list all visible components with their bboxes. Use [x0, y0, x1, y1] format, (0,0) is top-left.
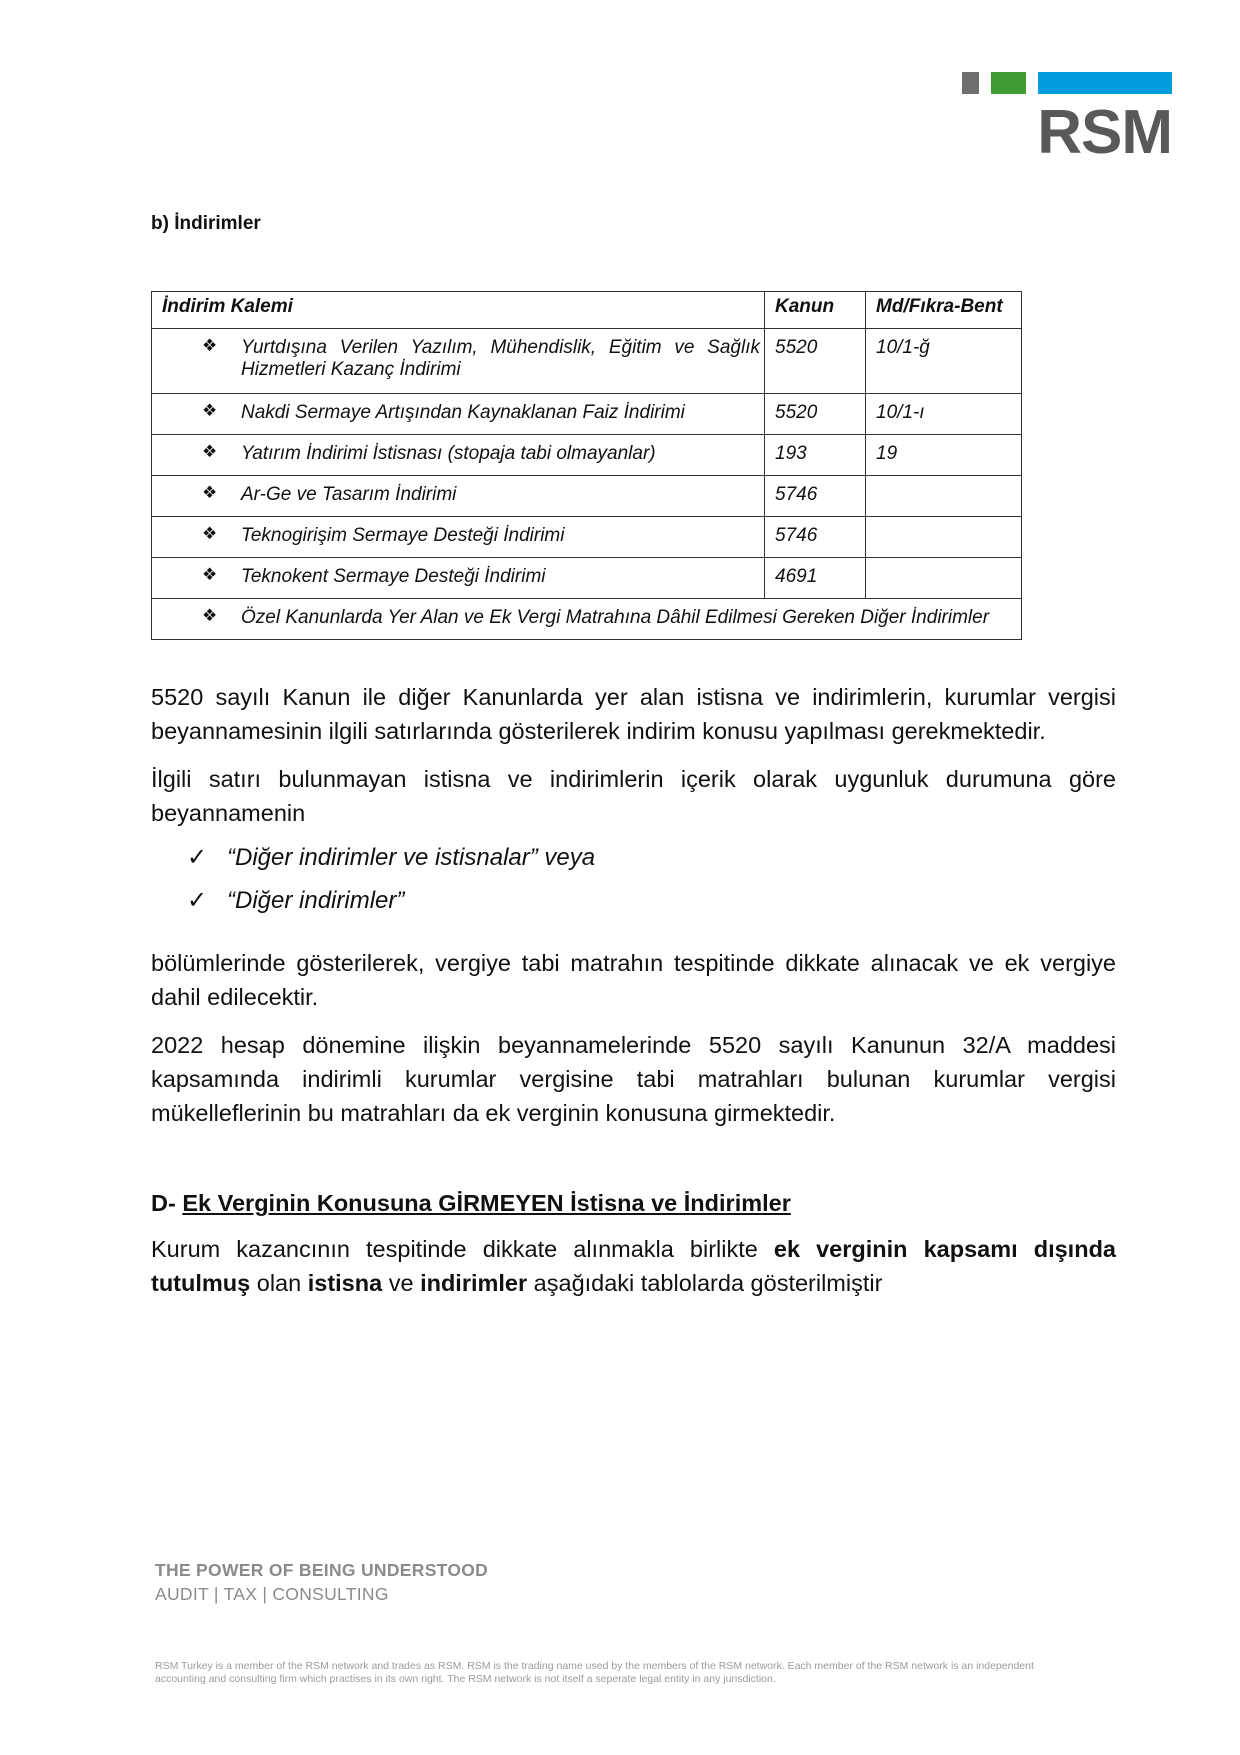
cell-madde — [866, 517, 1022, 558]
checklist-item — [187, 886, 404, 915]
logo-text: RSM — [1037, 98, 1172, 167]
p5-text: aşağıdaki tablolarda gösterilmiştir — [527, 1270, 883, 1296]
diamond-bullet-icon: ❖ — [202, 565, 218, 584]
table-row — [152, 476, 1022, 517]
footer-tagline-line2: AUDIT | TAX | CONSULTING — [155, 1584, 389, 1604]
paragraph-3: bölümlerinde gösterilerek, vergiye tabi matrahın tespitinde dikkate alınacak ve ek vergiye dahil edilecektir. — [151, 950, 1116, 1010]
cell-kanun: 5520 — [765, 394, 866, 435]
footer-tagline-line1: THE POWER OF BEING UNDERSTOOD — [155, 1560, 489, 1580]
table-row — [152, 394, 1022, 435]
cell-item — [152, 329, 765, 394]
p5-text: olan — [250, 1270, 308, 1296]
item-text: Özel Kanunlarda Yer Alan ve Ek Vergi Matrahına Dâhil Edilmesi Gereken Diğer İndirimler — [241, 607, 990, 628]
item-text: Teknokent Sermaye Desteği İndirimi — [241, 566, 546, 587]
item-text: Ar-Ge ve Tasarım İndirimi — [241, 484, 457, 505]
heading-underlined: Ek Verginin Konusuna GİRMEYEN İstisna ve İndirimler — [182, 1190, 791, 1216]
item-text: Teknogirişim Sermaye Desteği İndirimi — [241, 525, 565, 546]
cell-madde: 10/1-ı — [866, 394, 1022, 435]
section-heading-d — [151, 1190, 791, 1217]
cell-madde — [866, 558, 1022, 599]
checklist-text: “Diğer indirimler ve istisnalar” veya — [227, 844, 596, 871]
checkmark-icon: ✓ — [187, 844, 208, 871]
logo-bar-green — [991, 72, 1026, 94]
table-row — [152, 599, 1022, 640]
cell-madde — [866, 476, 1022, 517]
cell-item — [152, 394, 765, 435]
diamond-bullet-icon: ❖ — [202, 606, 218, 625]
p5-text: ve — [382, 1270, 421, 1296]
paragraph-4: 2022 hesap dönemine ilişkin beyannamelerinde 5520 sayılı Kanunun 32/A maddesi kapsamında indirimli kurumlar vergisine tabi matrahları bulunan kurumlar vergisi mükelleflerinin bu matrahları da ek verginin konusuna girmektedir. — [151, 1032, 1116, 1126]
cell-kanun: 4691 — [765, 558, 866, 599]
diamond-bullet-icon: ❖ — [202, 483, 218, 502]
table-header-row — [152, 292, 1022, 329]
cell-madde: 10/1-ğ — [866, 329, 1022, 394]
diamond-bullet-icon: ❖ — [202, 336, 218, 355]
cell-item — [152, 558, 765, 599]
p5-bold: ek verginin kapsamı dışında tutulmuş — [151, 1236, 1116, 1296]
table-row — [152, 517, 1022, 558]
indirimler-table — [151, 291, 1022, 640]
cell-kanun: 5746 — [765, 476, 866, 517]
footer-tagline — [155, 1558, 488, 1606]
heading-prefix: D- — [151, 1190, 183, 1216]
header-madde: Md/Fıkra-Bent — [866, 292, 1022, 329]
p5-text: Kurum kazancının tespitinde dikkate alınmakla birlikte — [151, 1236, 774, 1262]
diamond-bullet-icon: ❖ — [202, 401, 218, 420]
diamond-bullet-icon: ❖ — [202, 524, 218, 543]
table-row — [152, 435, 1022, 476]
paragraph-2: İlgili satırı bulunmayan istisna ve indirimlerin içerik olarak uygunluk durumuna göre beyannamenin — [151, 766, 1116, 826]
cell-item — [152, 517, 765, 558]
logo-color-bars — [962, 72, 1172, 94]
checklist-text: “Diğer indirimler” — [227, 887, 405, 914]
cell-madde: 19 — [866, 435, 1022, 476]
cell-kanun: 5746 — [765, 517, 866, 558]
item-text: Yurtdışına Verilen Yazılım, Mühendislik, Eğitim ve Sağlık Hizmetleri Kazanç İndirimi — [241, 337, 760, 380]
cell-item — [152, 599, 1022, 640]
diamond-bullet-icon: ❖ — [202, 442, 218, 461]
checklist-item — [187, 843, 595, 872]
paragraph-1: 5520 sayılı Kanun ile diğer Kanunlarda yer alan istisna ve indirimlerin, kurumlar vergisi beyannamesinin ilgili satırlarında gösterilerek indirim konusu yapılması gerekmektedir. — [151, 684, 1116, 744]
item-text: Nakdi Sermaye Artışından Kaynaklanan Faiz İndirimi — [241, 402, 685, 423]
cell-kanun: 5520 — [765, 329, 866, 394]
item-text: Yatırım İndirimi İstisnası (stopaja tabi olmayanlar) — [241, 443, 656, 464]
cell-item — [152, 476, 765, 517]
footer-disclaimer: RSM Turkey is a member of the RSM network and trades as RSM. RSM is the trading name used by the members of the RSM network. Each member of the RSM network is an independent accounting and consulting firm which practises in its own right. The RSM network is not itself a seperate legal entity in any jurisdiction. — [155, 1660, 1034, 1685]
header-kanun: Kanun — [765, 292, 866, 329]
header-indirim-kalemi: İndirim Kalemi — [152, 292, 765, 329]
section-title: b) İndirimler — [151, 213, 261, 234]
p5-bold: indirimler — [420, 1270, 528, 1296]
table-row — [152, 329, 1022, 394]
cell-item — [152, 435, 765, 476]
rsm-logo — [962, 72, 1172, 170]
cell-kanun: 193 — [765, 435, 866, 476]
table-row — [152, 558, 1022, 599]
checkmark-icon: ✓ — [187, 887, 208, 914]
p5-bold: istisna — [307, 1270, 383, 1296]
logo-bar-grey — [962, 72, 979, 94]
paragraph-5 — [151, 1232, 1116, 1300]
logo-bar-blue — [1038, 72, 1172, 94]
